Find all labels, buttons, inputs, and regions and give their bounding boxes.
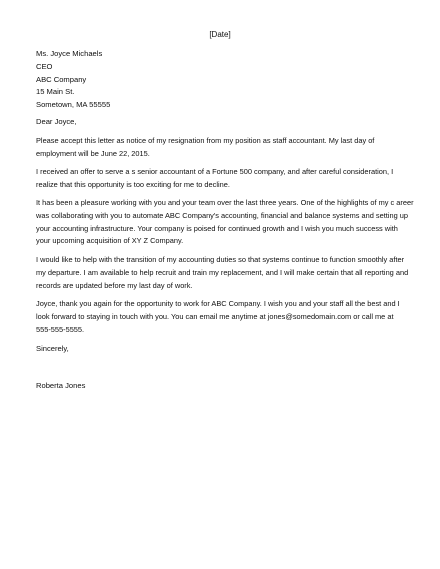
paragraph-line: I received an offer to serve a s senior accountant of a Fortune 500 company, and after careful consideration, I xyxy=(36,167,394,176)
paragraph-line: records are updated before my last day of work. xyxy=(36,280,193,290)
recipient-company: ABC Company xyxy=(36,74,87,84)
salutation: Dear Joyce, xyxy=(36,117,77,126)
recipient-address xyxy=(36,48,110,112)
recipient-street: 15 Main St. xyxy=(36,87,75,97)
paragraph-line: your accounting infrastructure. Your company is poised for continued growth and I wish you much success with xyxy=(36,223,398,233)
paragraph-line: 555-555-5555. xyxy=(36,324,85,334)
paragraph-line: realize that this opportunity is too exciting for me to decline. xyxy=(36,179,230,189)
paragraph-transition xyxy=(36,254,408,292)
date-line: [Date] xyxy=(209,30,231,39)
paragraph-line: employment will be June 22, 2015. xyxy=(36,148,150,158)
signature-name: Roberta Jones xyxy=(36,381,86,390)
closing: Sincerely, xyxy=(36,344,69,353)
paragraph-line: I would like to help with the transition of my accounting duties so that systems continue to function smoothly after xyxy=(36,255,405,264)
paragraph-line: Please accept this letter as notice of my resignation from my position as staff accountant. My last day of xyxy=(36,136,375,145)
paragraph-notice xyxy=(36,135,408,161)
paragraph-line: It has been a pleasure working with you and your team over the last three years. One of the highlights of my c areer xyxy=(36,198,414,207)
paragraph-thanks xyxy=(36,298,408,336)
paragraph-offer xyxy=(36,166,408,192)
recipient-city: Sometown, MA 55555 xyxy=(36,100,111,110)
paragraph-line: Joyce, thank you again for the opportunity to work for ABC Company. I wish you and your staff all the best and I xyxy=(36,299,400,308)
paragraph-line: look forward to staying in touch with you. You can email me anytime at jones@somedomain.com or call me at xyxy=(36,311,394,321)
paragraph-line: was collaborating with you to automate ABC Company's accounting, financial and balance systems and setting up xyxy=(36,210,408,220)
recipient-title: CEO xyxy=(36,61,53,71)
recipient-name: Ms. Joyce Michaels xyxy=(36,49,103,58)
paragraph-line: my departure. I am available to help recruit and train my replacement, and I will make certain that all reporting and xyxy=(36,267,409,277)
paragraph-pleasure xyxy=(36,197,414,248)
paragraph-line: your upcoming acquisition of XY Z Company. xyxy=(36,236,184,246)
